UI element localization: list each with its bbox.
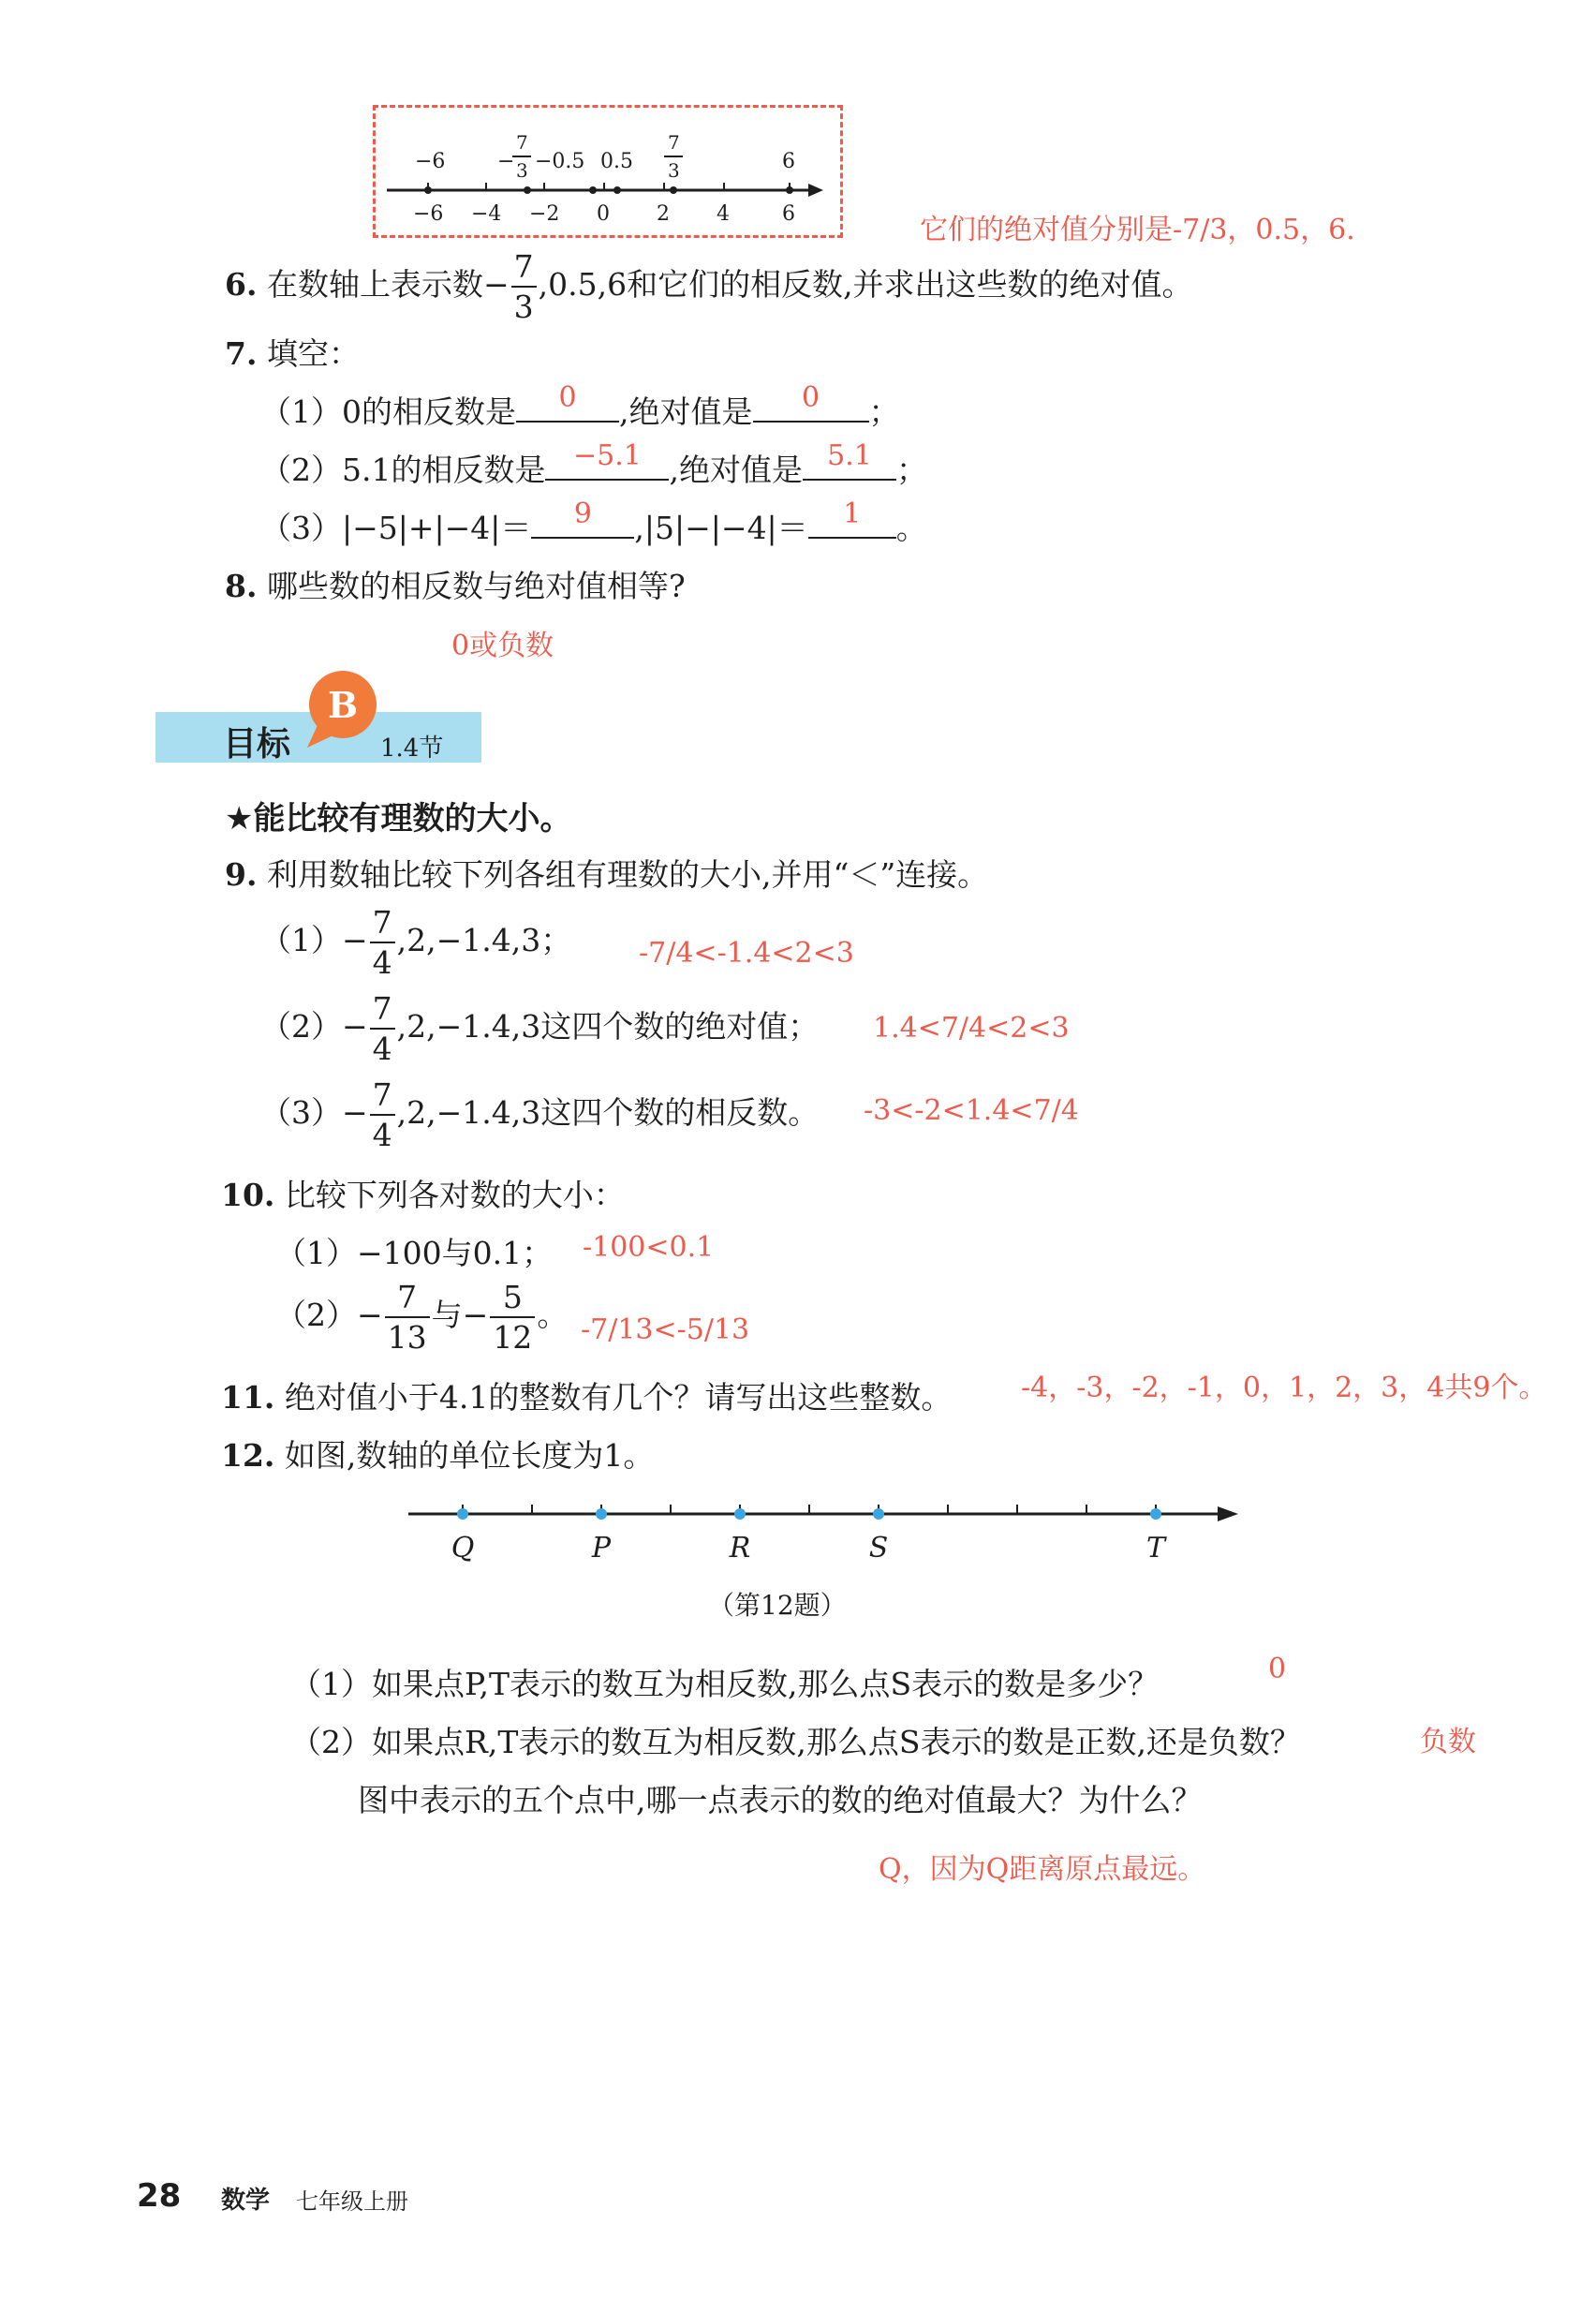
question-11: 11. 绝对值小于4.1的整数有几个？请写出这些整数。 xyxy=(221,1379,953,1416)
page-number: 28 xyxy=(137,2177,182,2215)
question-number: 8. xyxy=(225,568,258,604)
q5-label: 3 xyxy=(516,159,528,182)
question-10: 10. 比较下列各对数的大小： xyxy=(221,1177,625,1213)
figure-caption: （第12题） xyxy=(708,1590,847,1621)
q5-figure xyxy=(373,105,843,238)
q5-label: −6 xyxy=(415,150,446,173)
answer-blank: 1 xyxy=(808,505,896,539)
q5-label: 0.5 xyxy=(600,150,633,173)
question-9: 9. 利用数轴比较下列各组有理数的大小,并用“＜”连接。 xyxy=(225,856,989,893)
fraction: $\frac{7}{4}$ xyxy=(370,907,395,978)
q9-answer-1: -7/4<-1.4<2<3 xyxy=(639,937,854,970)
footer-book: 七年级上册 xyxy=(296,2188,408,2215)
q5-label: 7 xyxy=(516,131,528,154)
fraction: $\frac{7}{13}$ xyxy=(385,1282,430,1353)
question-number: 7. xyxy=(225,335,258,372)
answer-blank: −5.1 xyxy=(545,447,669,481)
badge-b xyxy=(302,669,380,748)
q6-text-b: ,0.5,6和它们的相反数,并求出这些数的绝对值。 xyxy=(538,266,1193,303)
point-label: Q xyxy=(451,1532,475,1565)
point-label: T xyxy=(1145,1532,1166,1565)
question-number: 12. xyxy=(221,1437,275,1474)
speech-bubble-icon xyxy=(302,669,380,748)
q5-tick: 6 xyxy=(782,202,795,226)
q9-answer-2: 1.4<7/4<2<3 xyxy=(873,1012,1070,1045)
question-number: 10. xyxy=(221,1177,275,1213)
question-6 xyxy=(225,248,1193,325)
fraction: $\frac{7}{4}$ xyxy=(370,993,395,1064)
q5-point xyxy=(613,186,621,194)
q5-tick: 0 xyxy=(597,202,610,226)
q9-part-3: （3）− $\frac{7}{4}$ ,2,−1.4,3这四个数的相反数。 xyxy=(260,1076,820,1153)
fraction: $\frac{7}{3}$ xyxy=(511,251,537,322)
q5-tick: 2 xyxy=(657,202,670,226)
q5-label: 7 xyxy=(668,131,680,154)
q9-part-2: （2）− $\frac{7}{4}$ ,2,−1.4,3这四个数的绝对值； xyxy=(260,990,820,1067)
answer-blank: 0 xyxy=(516,389,619,423)
q12-part-2-line2: 图中表示的五个点中,哪一点表示的数的绝对值最大？为什么？ xyxy=(358,1782,1203,1818)
point-label: R xyxy=(729,1532,751,1565)
question-number: 9. xyxy=(225,856,258,893)
question-number: 11. xyxy=(221,1379,275,1416)
q5-tick: −4 xyxy=(471,202,502,226)
q5-point xyxy=(589,186,597,194)
q10-part-1: （1）−100与0.1； xyxy=(275,1235,554,1271)
q7-title: 填空： xyxy=(266,335,360,372)
q5-label: 3 xyxy=(668,159,680,182)
q12-answer-2: 负数 xyxy=(1420,1726,1476,1758)
section-sub: 1.4节 xyxy=(380,734,444,763)
objective-line: ★能比较有理数的大小。 xyxy=(225,800,572,838)
point-r xyxy=(734,1508,746,1520)
point-t xyxy=(1150,1508,1161,1520)
q10-answer-2: -7/13<-5/13 xyxy=(581,1313,750,1346)
q12-answer-3: Q，因为Q距离原点最远。 xyxy=(879,1853,1206,1886)
q9-answer-3: -3<-2<1.4<7/4 xyxy=(864,1094,1079,1127)
question-12: 12. 如图,数轴的单位长度为1。 xyxy=(221,1437,655,1474)
q7-part-1: （1）0的相反数是 0 ,绝对值是 0 ； xyxy=(260,381,900,430)
q5-tick: −6 xyxy=(413,202,444,226)
point-label: S xyxy=(868,1532,889,1565)
q7-part-3: （3）|−5|+|−4|＝ 9 ,|5|−|−4|＝ 1 。 xyxy=(260,497,927,546)
q11-answer: -4，-3，-2，-1，0，1，2，3，4共9个。 xyxy=(1021,1372,1547,1404)
q12-part-2: （2）如果点R,T表示的数互为相反数,那么点S表示的数是正数,还是负数？ xyxy=(290,1724,1301,1760)
q9-part-1: （1）− $\frac{7}{4}$ ,2,−1.4,3； xyxy=(260,904,572,981)
fraction: $\frac{7}{4}$ xyxy=(370,1079,395,1150)
footer-subject: 数学 xyxy=(221,2187,271,2215)
q5-number-line xyxy=(376,108,840,235)
point-q xyxy=(457,1508,468,1520)
q6-text-a: 在数轴上表示数− xyxy=(266,266,510,303)
q5-point xyxy=(670,186,677,194)
question-number: 6. xyxy=(225,266,258,303)
point-label: P xyxy=(591,1532,612,1565)
point-p xyxy=(596,1508,607,1520)
answer-blank: 0 xyxy=(753,389,869,423)
q7-part-2: （2）5.1的相反数是 −5.1 ,绝对值是 5.1 ； xyxy=(260,439,927,488)
q5-label: −0.5 xyxy=(535,150,585,173)
q12-part-1: （1）如果点P,T表示的数互为相反数,那么点S表示的数是多少？ xyxy=(290,1666,1160,1702)
answer-blank: 9 xyxy=(531,505,634,539)
question-7 xyxy=(225,330,360,374)
q5-answer: 它们的绝对值分别是-7/3，0.5，6. xyxy=(920,214,1355,246)
q5-point xyxy=(524,186,531,194)
q8-answer: 0或负数 xyxy=(451,630,554,662)
q12-number-line xyxy=(403,1490,1246,1574)
answer-blank: 5.1 xyxy=(803,447,896,481)
q5-tick: −2 xyxy=(529,202,560,226)
q5-label: 6 xyxy=(782,150,795,173)
point-s xyxy=(873,1508,884,1520)
question-8: 8. 哪些数的相反数与绝对值相等? xyxy=(225,568,686,604)
q5-tick: 4 xyxy=(717,202,730,226)
section-title: 目标 xyxy=(223,725,291,764)
q10-answer-1: -100<0.1 xyxy=(583,1231,715,1264)
q5-label: − xyxy=(497,150,515,173)
fraction: $\frac{5}{12}$ xyxy=(490,1282,535,1353)
svg-text:B: B xyxy=(327,684,359,726)
q12-answer-1: 0 xyxy=(1268,1653,1287,1685)
q10-part-2: （2）− $\frac{7}{13}$ 与− $\frac{5}{12}$ 。 xyxy=(275,1279,569,1356)
